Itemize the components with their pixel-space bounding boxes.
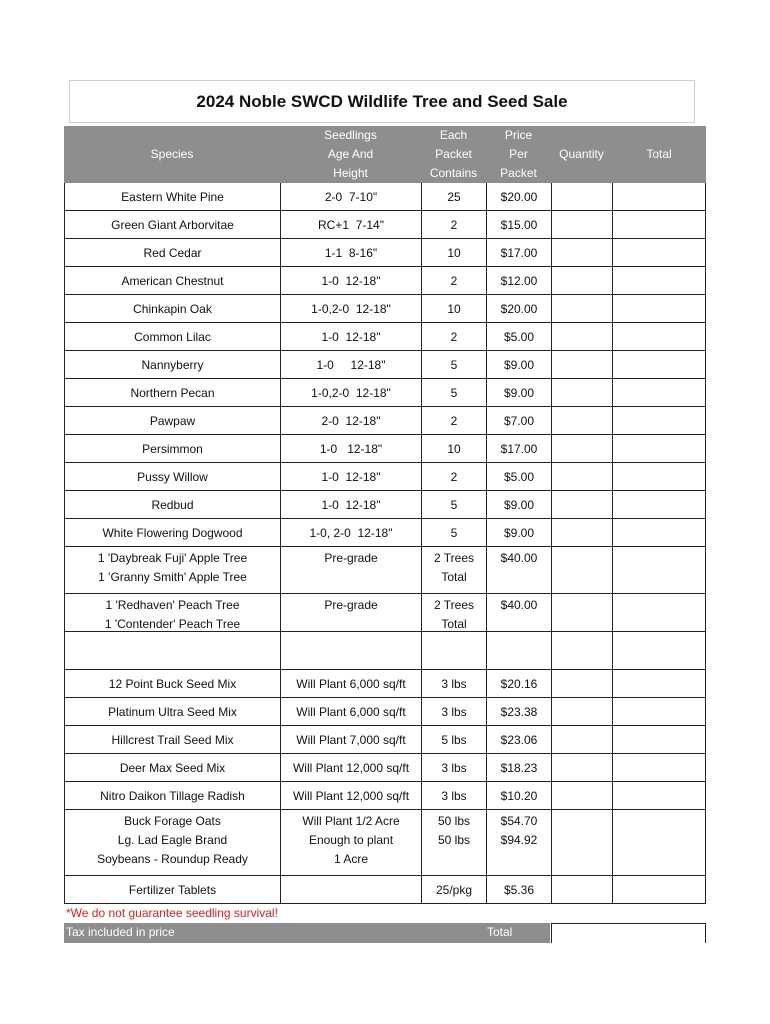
cell-text: Nannyberry xyxy=(141,358,204,372)
table-header xyxy=(64,126,706,183)
header-species-label: Species xyxy=(150,147,194,161)
cell-text: 5 xyxy=(450,526,458,540)
cell-text: $18.23 xyxy=(500,761,538,775)
contains-cell xyxy=(421,754,486,782)
table-row xyxy=(64,698,706,726)
row-total-cell xyxy=(612,379,706,407)
cell-text: Pussy Willow xyxy=(137,470,208,484)
price-cell xyxy=(486,295,551,323)
price-cell xyxy=(486,323,551,351)
table-row xyxy=(64,323,706,351)
cell-text: 2-0 12-18" xyxy=(321,414,381,428)
age-cell xyxy=(280,323,421,351)
cell-text: Green Giant Arborvitae xyxy=(111,218,234,232)
cell-text: 50 lbs xyxy=(437,833,471,847)
quantity-input[interactable] xyxy=(551,670,612,698)
header-each-line: Packet xyxy=(435,147,472,161)
cell-text: Will Plant 6,000 sq/ft xyxy=(296,677,406,691)
grand-total-input[interactable] xyxy=(551,923,706,943)
cell-text: $15.00 xyxy=(500,218,538,232)
cell-text: 1-0,2-0 12-18" xyxy=(311,302,391,316)
cell-text: 1-0, 2-0 12-18" xyxy=(309,526,393,540)
row-total-cell xyxy=(612,519,706,547)
table-row xyxy=(64,754,706,782)
species-cell xyxy=(64,754,280,782)
table-row xyxy=(64,726,706,754)
survival-disclaimer: *We do not guarantee seedling survival! xyxy=(66,906,278,920)
price-cell xyxy=(486,239,551,267)
quantity-input[interactable] xyxy=(551,211,612,239)
contains-cell xyxy=(421,594,486,632)
page-title: 2024 Noble SWCD Wildlife Tree and Seed Sale xyxy=(69,80,695,123)
contains-cell xyxy=(421,547,486,594)
cell-text: $20.00 xyxy=(500,302,538,316)
cell-text: 1 'Daybreak Fuji' Apple Tree xyxy=(97,551,248,565)
header-age-line: Age And xyxy=(327,147,374,161)
cell-text: Enough to plant xyxy=(308,833,394,847)
quantity-input[interactable] xyxy=(551,491,612,519)
species-cell xyxy=(64,698,280,726)
age-cell xyxy=(280,267,421,295)
species-cell xyxy=(64,632,280,670)
price-cell xyxy=(486,876,551,904)
cell-text: 5 xyxy=(450,358,458,372)
cell-text: $20.00 xyxy=(500,190,538,204)
age-cell xyxy=(280,754,421,782)
row-total-cell xyxy=(612,239,706,267)
contains-cell xyxy=(421,698,486,726)
price-cell xyxy=(486,594,551,632)
cell-text: $5.36 xyxy=(503,883,535,897)
cell-text: Northern Pecan xyxy=(130,386,215,400)
cell-text: 1 Acre xyxy=(333,852,369,866)
contains-cell xyxy=(421,267,486,295)
cell-text: 3 lbs xyxy=(441,761,467,775)
price-cell xyxy=(486,267,551,295)
contains-cell xyxy=(421,183,486,211)
contains-cell xyxy=(421,295,486,323)
quantity-input[interactable] xyxy=(551,267,612,295)
quantity-input[interactable] xyxy=(551,547,612,594)
cell-text: Fertilizer Tablets xyxy=(128,883,217,897)
age-cell xyxy=(280,211,421,239)
quantity-input[interactable] xyxy=(551,632,612,670)
cell-text: 2 Trees xyxy=(433,598,475,612)
cell-text: White Flowering Dogwood xyxy=(102,526,243,540)
age-cell xyxy=(280,594,421,632)
cell-text: $94.92 xyxy=(500,833,538,847)
row-total-cell xyxy=(612,782,706,810)
table-row xyxy=(64,267,706,295)
grand-total-label: Total xyxy=(487,925,513,939)
table-row xyxy=(64,295,706,323)
species-cell xyxy=(64,407,280,435)
cell-text: 10 xyxy=(447,442,461,456)
cell-text: 50 lbs xyxy=(437,814,471,828)
quantity-input[interactable] xyxy=(551,379,612,407)
species-cell xyxy=(64,267,280,295)
contains-cell xyxy=(421,435,486,463)
contains-cell xyxy=(421,519,486,547)
table-row xyxy=(64,351,706,379)
cell-text: Common Lilac xyxy=(134,330,211,344)
quantity-input[interactable] xyxy=(551,594,612,632)
cell-text: Pre-grade xyxy=(324,598,378,612)
contains-cell xyxy=(421,323,486,351)
quantity-input[interactable] xyxy=(551,351,612,379)
cell-text: RC+1 7-14" xyxy=(318,218,384,232)
table-row xyxy=(64,782,706,810)
age-cell xyxy=(280,435,421,463)
table-row xyxy=(64,463,706,491)
species-cell xyxy=(64,876,280,904)
table-row xyxy=(64,239,706,267)
contains-cell xyxy=(421,407,486,435)
row-total-cell xyxy=(612,726,706,754)
row-total-cell xyxy=(612,670,706,698)
age-cell xyxy=(280,632,421,670)
contains-cell xyxy=(421,810,486,876)
age-cell xyxy=(280,782,421,810)
contains-cell xyxy=(421,491,486,519)
price-cell xyxy=(486,211,551,239)
age-cell xyxy=(280,670,421,698)
table-row xyxy=(64,407,706,435)
cell-text: Will Plant 12,000 sq/ft xyxy=(292,789,410,803)
cell-text: $7.00 xyxy=(503,414,535,428)
cell-text: 3 lbs xyxy=(441,789,467,803)
cell-text: $12.00 xyxy=(500,274,538,288)
cell-text: 2 xyxy=(450,330,458,344)
price-cell xyxy=(486,698,551,726)
age-cell xyxy=(280,726,421,754)
cell-text: Eastern White Pine xyxy=(121,190,224,204)
cell-text: 5 lbs xyxy=(441,733,467,747)
cell-text: Platinum Ultra Seed Mix xyxy=(108,705,237,719)
age-cell xyxy=(280,810,421,876)
cell-text: Persimmon xyxy=(142,442,203,456)
row-total-cell xyxy=(612,351,706,379)
cell-text: 1-0 12-18" xyxy=(319,442,383,456)
header-each xyxy=(421,126,486,183)
table-row xyxy=(64,519,706,547)
header-quantity xyxy=(551,126,612,183)
species-cell xyxy=(64,239,280,267)
row-total-cell xyxy=(612,810,706,876)
cell-text: 5 xyxy=(450,386,458,400)
cell-text: 2 xyxy=(450,414,458,428)
cell-text: 2 xyxy=(450,470,458,484)
header-age-line: Height xyxy=(333,166,368,180)
price-cell xyxy=(486,435,551,463)
footer-bar xyxy=(64,923,550,943)
price-cell xyxy=(486,782,551,810)
price-cell xyxy=(486,547,551,594)
header-price-line: Packet xyxy=(500,166,537,180)
age-cell xyxy=(280,876,421,904)
header-age-line: Seedlings xyxy=(324,128,377,142)
cell-text: 1-1 8-16" xyxy=(324,246,378,260)
header-age xyxy=(280,126,421,183)
row-total-cell xyxy=(612,435,706,463)
cell-text: Soybeans - Roundup Ready xyxy=(97,852,248,866)
quantity-input[interactable] xyxy=(551,810,612,876)
cell-text: 1-0 12-18" xyxy=(321,470,381,484)
cell-text: $5.00 xyxy=(503,330,535,344)
cell-text: Redbud xyxy=(151,498,194,512)
cell-text: 1 'Contender' Peach Tree xyxy=(104,617,241,631)
species-cell xyxy=(64,547,280,594)
price-cell xyxy=(486,379,551,407)
row-total-cell xyxy=(612,267,706,295)
header-total-label: Total xyxy=(646,147,672,161)
row-total-cell xyxy=(612,754,706,782)
quantity-input[interactable] xyxy=(551,782,612,810)
species-cell xyxy=(64,594,280,632)
cell-text: Nitro Daikon Tillage Radish xyxy=(100,789,245,803)
age-cell xyxy=(280,183,421,211)
cell-text: 1 'Granny Smith' Apple Tree xyxy=(98,570,247,584)
age-cell xyxy=(280,698,421,726)
species-cell xyxy=(64,782,280,810)
cell-text: Will Plant 12,000 sq/ft xyxy=(292,761,410,775)
cell-text: $10.20 xyxy=(500,789,538,803)
table-row xyxy=(64,632,706,670)
price-cell xyxy=(486,810,551,876)
cell-text: 1-0 12-18" xyxy=(316,358,386,372)
price-cell xyxy=(486,726,551,754)
species-cell xyxy=(64,519,280,547)
cell-text: $9.00 xyxy=(503,386,535,400)
cell-text: 1-0,2-0 12-18" xyxy=(311,386,391,400)
cell-text: 25 xyxy=(447,190,461,204)
header-quantity-label: Quantity xyxy=(559,147,604,161)
cell-text: $40.00 xyxy=(500,598,538,612)
cell-text: 1-0 12-18" xyxy=(321,330,381,344)
age-cell xyxy=(280,407,421,435)
species-cell xyxy=(64,670,280,698)
cell-text: $23.06 xyxy=(500,733,538,747)
age-cell xyxy=(280,351,421,379)
cell-text: 12 Point Buck Seed Mix xyxy=(108,677,237,691)
price-cell xyxy=(486,632,551,670)
species-cell xyxy=(64,351,280,379)
cell-text: $20.16 xyxy=(500,677,538,691)
cell-text: 3 lbs xyxy=(441,705,467,719)
price-cell xyxy=(486,351,551,379)
row-total-cell xyxy=(612,407,706,435)
quantity-input[interactable] xyxy=(551,295,612,323)
cell-text: Will Plant 1/2 Acre xyxy=(302,814,400,828)
row-total-cell xyxy=(612,632,706,670)
contains-cell xyxy=(421,782,486,810)
quantity-input[interactable] xyxy=(551,726,612,754)
header-each-line: Each xyxy=(439,128,468,142)
age-cell xyxy=(280,379,421,407)
cell-text: $9.00 xyxy=(503,498,535,512)
price-cell xyxy=(486,491,551,519)
table-row xyxy=(64,183,706,211)
species-cell xyxy=(64,323,280,351)
quantity-input[interactable] xyxy=(551,183,612,211)
header-price-line: Price xyxy=(504,128,533,142)
cell-text: $17.00 xyxy=(500,246,538,260)
contains-cell xyxy=(421,876,486,904)
tax-note: Tax included in price xyxy=(66,925,175,939)
quantity-input[interactable] xyxy=(551,698,612,726)
contains-cell xyxy=(421,379,486,407)
cell-text: 2 xyxy=(450,274,458,288)
cell-text: 2 xyxy=(450,218,458,232)
table-row xyxy=(64,876,706,904)
age-cell xyxy=(280,491,421,519)
cell-text: Chinkapin Oak xyxy=(133,302,212,316)
cell-text: Will Plant 6,000 sq/ft xyxy=(296,705,406,719)
table-row xyxy=(64,594,706,632)
cell-text: 3 lbs xyxy=(441,677,467,691)
age-cell xyxy=(280,547,421,594)
row-total-cell xyxy=(612,876,706,904)
header-price xyxy=(486,126,551,183)
species-cell xyxy=(64,810,280,876)
cell-text: 2-0 7-10" xyxy=(324,190,378,204)
row-total-cell xyxy=(612,491,706,519)
header-species xyxy=(64,126,280,183)
cell-text: $54.70 xyxy=(500,814,538,828)
quantity-input[interactable] xyxy=(551,876,612,904)
table-row xyxy=(64,379,706,407)
quantity-input[interactable] xyxy=(551,239,612,267)
table-row xyxy=(64,810,706,876)
cell-text: 10 xyxy=(447,302,461,316)
price-cell xyxy=(486,670,551,698)
cell-text: Pre-grade xyxy=(324,551,378,565)
species-cell xyxy=(64,463,280,491)
cell-text: Hillcrest Trail Seed Mix xyxy=(111,733,234,747)
age-cell xyxy=(280,295,421,323)
cell-text: Buck Forage Oats xyxy=(124,814,221,828)
cell-text: $5.00 xyxy=(503,470,535,484)
cell-text: Lg. Lad Eagle Brand xyxy=(117,833,228,847)
age-cell xyxy=(280,239,421,267)
quantity-input[interactable] xyxy=(551,519,612,547)
price-cell xyxy=(486,463,551,491)
cell-text: $9.00 xyxy=(503,526,535,540)
cell-text: Red Cedar xyxy=(143,246,202,260)
contains-cell xyxy=(421,632,486,670)
row-total-cell xyxy=(612,547,706,594)
cell-text: Pawpaw xyxy=(149,414,196,428)
header-price-line: Per xyxy=(509,147,528,161)
species-cell xyxy=(64,379,280,407)
contains-cell xyxy=(421,239,486,267)
cell-text: 25/pkg xyxy=(435,883,473,897)
contains-cell xyxy=(421,670,486,698)
header-total xyxy=(612,126,706,183)
species-cell xyxy=(64,435,280,463)
price-cell xyxy=(486,407,551,435)
cell-text: $23.38 xyxy=(500,705,538,719)
price-cell xyxy=(486,754,551,782)
quantity-input[interactable] xyxy=(551,323,612,351)
species-cell xyxy=(64,726,280,754)
cell-text: 2 Trees xyxy=(433,551,475,565)
row-total-cell xyxy=(612,463,706,491)
header-each-line: Contains xyxy=(429,166,478,180)
cell-text: 1-0 12-18" xyxy=(321,498,381,512)
quantity-input[interactable] xyxy=(551,754,612,782)
table-row xyxy=(64,211,706,239)
cell-text: $40.00 xyxy=(500,551,538,565)
table-row xyxy=(64,670,706,698)
contains-cell xyxy=(421,211,486,239)
row-total-cell xyxy=(612,594,706,632)
row-total-cell xyxy=(612,698,706,726)
cell-text: American Chestnut xyxy=(121,274,224,288)
contains-cell xyxy=(421,726,486,754)
row-total-cell xyxy=(612,211,706,239)
contains-cell xyxy=(421,351,486,379)
row-total-cell xyxy=(612,323,706,351)
price-cell xyxy=(486,183,551,211)
age-cell xyxy=(280,463,421,491)
cell-text: $9.00 xyxy=(503,358,535,372)
cell-text: 10 xyxy=(447,246,461,260)
row-total-cell xyxy=(612,183,706,211)
cell-text: $17.00 xyxy=(500,442,538,456)
cell-text: Will Plant 7,000 sq/ft xyxy=(296,733,406,747)
table-row xyxy=(64,435,706,463)
table-row xyxy=(64,491,706,519)
quantity-input[interactable] xyxy=(551,407,612,435)
price-cell xyxy=(486,519,551,547)
age-cell xyxy=(280,519,421,547)
table-row xyxy=(64,547,706,594)
row-total-cell xyxy=(612,295,706,323)
cell-text: Total xyxy=(441,570,467,584)
cell-text: Total xyxy=(441,617,467,631)
quantity-input[interactable] xyxy=(551,435,612,463)
species-cell xyxy=(64,295,280,323)
quantity-input[interactable] xyxy=(551,463,612,491)
contains-cell xyxy=(421,463,486,491)
cell-text: Deer Max Seed Mix xyxy=(119,761,226,775)
species-cell xyxy=(64,211,280,239)
cell-text: 1 'Redhaven' Peach Tree xyxy=(105,598,240,612)
cell-text: 1-0 12-18" xyxy=(321,274,381,288)
cell-text: 5 xyxy=(450,498,458,512)
species-cell xyxy=(64,491,280,519)
species-cell xyxy=(64,183,280,211)
